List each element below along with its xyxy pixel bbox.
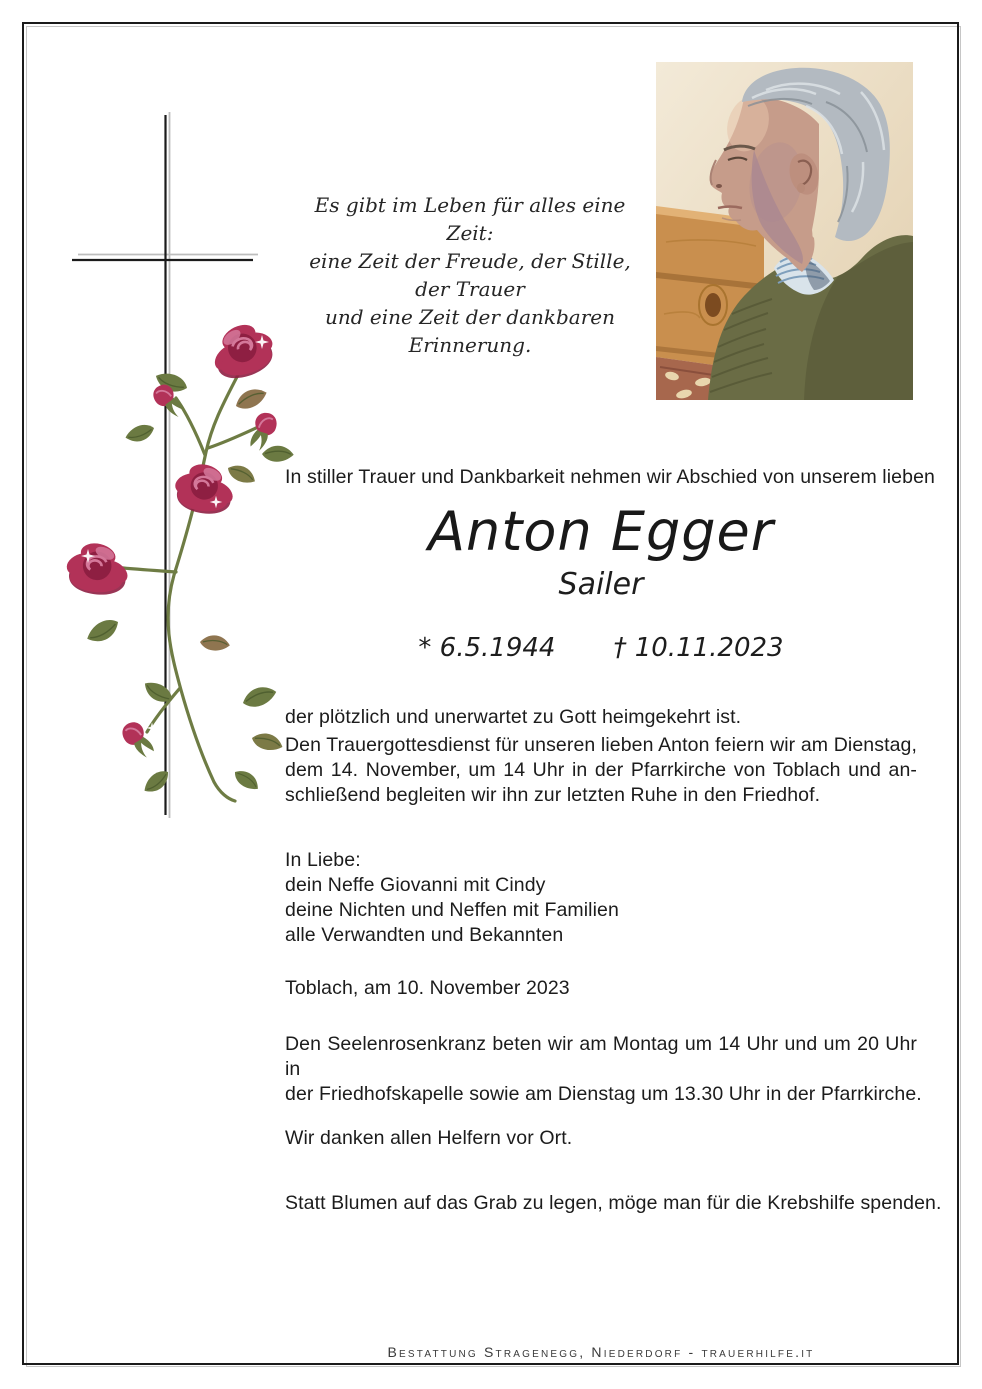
memorial-quote xyxy=(295,191,645,359)
service-line: schließend begleiten wir ihn zur letzten Ruhe in den Friedhof. xyxy=(285,784,821,806)
quote-line: eine Zeit der Freude, der Stille, der Trauer xyxy=(309,249,631,301)
intro-line: In stiller Trauer und Dankbarkeit nehmen wir Abschied von unserem lieben xyxy=(285,466,935,488)
memorial-cross xyxy=(72,112,258,818)
place-date-line xyxy=(285,976,917,1001)
rosary-paragraph xyxy=(285,1032,922,1107)
service-line: dem 14. November, um 14 Uhr in der Pfarrkirche von Toblach und an- xyxy=(285,759,917,781)
rosary-line: der Friedhofskapelle sowie am Dienstag um 13.30 Uhr in der Pfarrkirche. xyxy=(285,1083,922,1105)
thanks-line: Wir danken allen Helfern vor Ort. xyxy=(285,1127,573,1149)
portrait-photo xyxy=(656,62,913,400)
service-paragraph xyxy=(285,733,917,808)
footer-text: Bestattung Stragenegg, Niederdorf - trauerhilfe.it xyxy=(387,1344,815,1360)
mourners-line: alle Verwandten und Bekannten xyxy=(285,924,564,946)
rose-vine xyxy=(61,314,295,801)
mourners-line: deine Nichten und Neffen mit Familien xyxy=(285,899,619,921)
death-date: † 10.11.2023 xyxy=(613,633,784,663)
birth-date: * 6.5.1944 xyxy=(418,633,556,663)
life-dates xyxy=(285,633,917,663)
departed-line: der plötzlich und unerwartet zu Gott heimgekehrt ist. xyxy=(285,706,742,728)
mourners-line: In Liebe: xyxy=(285,849,361,871)
departed-paragraph xyxy=(285,705,917,730)
donation-text xyxy=(285,1191,942,1216)
intro-text xyxy=(285,465,935,490)
dateline-text: Toblach, am 10. November 2023 xyxy=(285,977,570,999)
service-line: Den Trauergottesdienst für unseren lieben Anton feiern wir am Dienstag, xyxy=(285,734,917,756)
quote-line: und eine Zeit der dankbaren Erinnerung. xyxy=(324,305,616,357)
thanks-text xyxy=(285,1126,917,1151)
deceased-name: Anton Egger xyxy=(428,500,774,563)
donation-line: Statt Blumen auf das Grab zu legen, möge man für die Krebshilfe spenden. xyxy=(285,1192,942,1214)
mourners-block xyxy=(285,848,917,948)
cross-and-roses-illustration xyxy=(0,0,330,860)
rosary-line: Den Seelenrosenkranz beten wir am Montag um 14 Uhr und um 20 Uhr in xyxy=(285,1033,917,1080)
mourners-line: dein Neffe Giovanni mit Cindy xyxy=(285,874,546,896)
deceased-nickname: Sailer xyxy=(558,567,644,602)
quote-line: Es gibt im Leben für alles eine Zeit: xyxy=(314,193,626,245)
